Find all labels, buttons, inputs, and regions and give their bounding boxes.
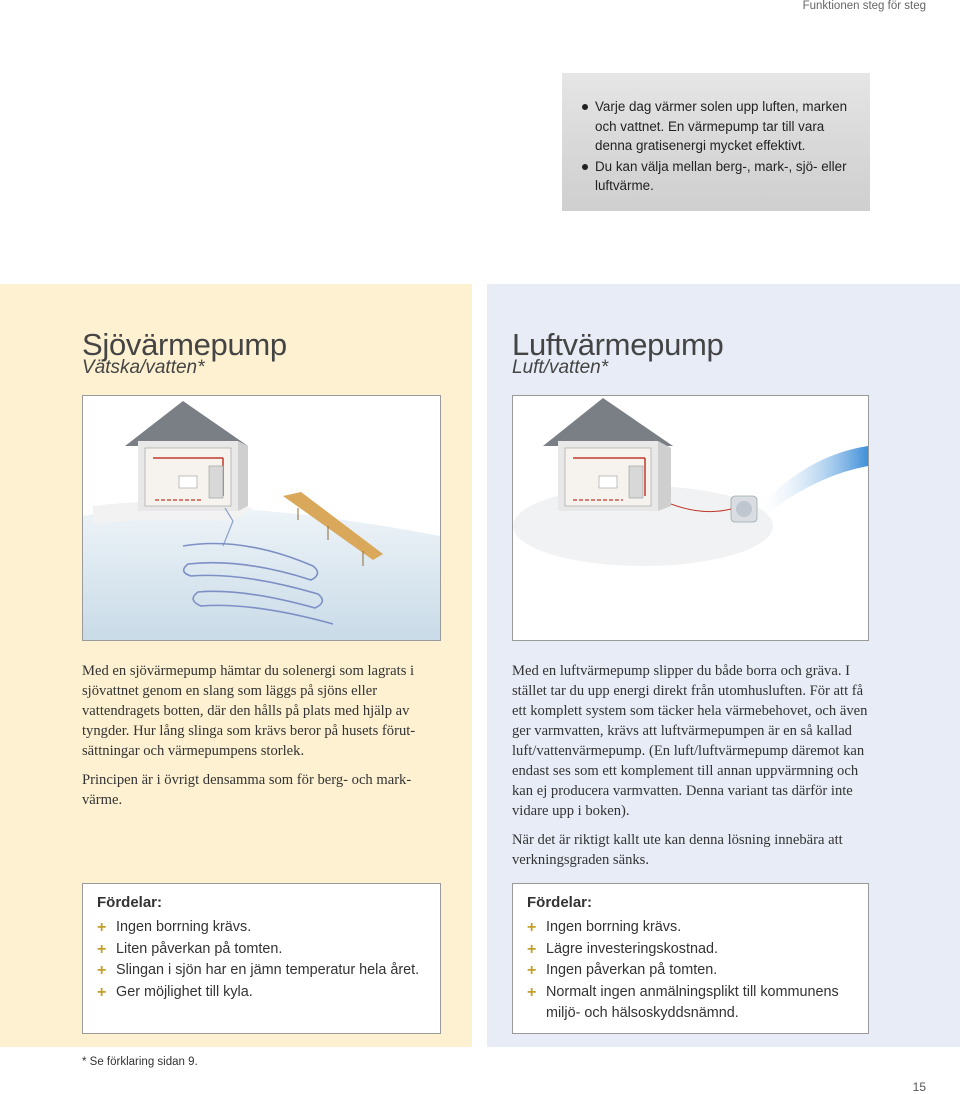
panel-subtitle: Vätska/vatten* bbox=[82, 357, 205, 378]
advantages-list bbox=[527, 917, 868, 1025]
intro-bullet: Varje dag värmer solen upp luften, marken och vattnet. En värmepump tar till vara denna gratisenergi mycket effektivt. bbox=[582, 97, 854, 156]
plus-icon: + bbox=[527, 962, 537, 980]
advantage-item bbox=[527, 917, 868, 939]
paragraph: Principen är i övrigt densamma som för berg- och mark-värme. bbox=[82, 772, 412, 808]
body-text bbox=[82, 661, 442, 819]
intro-bullet: Du kan välja mellan berg-, mark-, sjö- eller luftvärme. bbox=[582, 157, 854, 196]
panel-title: Luftvärmepump bbox=[512, 326, 724, 362]
lake-heatpump-panel bbox=[0, 284, 472, 1047]
advantage-text: Ingen påverkan på tomten. bbox=[546, 962, 718, 979]
advantage-item bbox=[97, 982, 440, 1004]
advantages-heading: Fördelar: bbox=[97, 894, 163, 911]
plus-icon: + bbox=[527, 940, 537, 958]
advantage-item bbox=[527, 960, 868, 982]
advantages-heading: Fördelar: bbox=[527, 894, 593, 911]
advantage-text: Ger möjlighet till kyla. bbox=[116, 983, 253, 1000]
plus-icon: + bbox=[97, 940, 107, 958]
advantage-item bbox=[97, 939, 440, 961]
body-text bbox=[512, 661, 874, 879]
advantage-item bbox=[527, 939, 868, 961]
page-number: 15 bbox=[912, 1080, 926, 1094]
advantages-box bbox=[512, 883, 869, 1034]
air-heatpump-panel bbox=[487, 284, 960, 1047]
advantage-text: Normalt ingen anmälningsplikt till kommunens miljö- och hälsoskyddsnämnd. bbox=[546, 983, 839, 1022]
advantage-text: Ingen borrning krävs. bbox=[116, 919, 252, 935]
plus-icon: + bbox=[527, 919, 537, 936]
plus-icon: + bbox=[527, 983, 537, 1001]
advantages-list bbox=[97, 917, 440, 1003]
advantages-box bbox=[82, 883, 441, 1034]
panel-subtitle: Luft/vatten* bbox=[512, 357, 609, 378]
paragraph: Med en luftvärmepump slipper du både borra och gräva. I stället tar du upp energi direkt från utomhusluften. För att få ett komplett system som täcker hela värmebehovet, och även ger varmvatten, krävs att luftvärmepumpen är en så kallad luft/vattenvärmepump. (En luft/luftvärmepump däremot kan endast ses som ett komplement till annan uppvärmning och kan ej producera varmvatten. Denna variant tas därför inte vidare upp i boken). bbox=[512, 663, 868, 819]
footnote: * Se förklaring sidan 9. bbox=[82, 1056, 198, 1068]
paragraph: När det är riktigt kallt ute kan denna lösning innebära att verkningsgraden sänks. bbox=[512, 832, 843, 868]
plus-icon: + bbox=[97, 983, 107, 1001]
lake-heatpump-illustration bbox=[82, 395, 441, 641]
paragraph: Med en sjövärmepump hämtar du solenergi som lagrats i sjövattnet genom en slang som läggs på sjöns eller vattendragets botten, där den hålls på plats med hjälp av tyngder. Hur lång slinga som krävs beror på husets förut-sättningar och värmepumpens storlek. bbox=[82, 663, 416, 759]
advantage-text: Ingen borrning krävs. bbox=[546, 919, 682, 935]
advantage-text: Liten påverkan på tomten. bbox=[116, 940, 283, 957]
air-heatpump-illustration bbox=[512, 395, 869, 641]
plus-icon: + bbox=[97, 962, 107, 980]
plus-icon: + bbox=[97, 919, 107, 936]
intro-list bbox=[582, 97, 854, 196]
intro-box bbox=[562, 73, 870, 211]
panel-title: Sjövärmepump bbox=[82, 326, 287, 362]
advantage-item bbox=[97, 960, 440, 982]
advantage-item bbox=[97, 917, 440, 939]
advantage-text: Lägre investeringskostnad. bbox=[546, 940, 718, 957]
advantage-text: Slingan i sjön har en jämn temperatur hela året. bbox=[116, 962, 420, 979]
running-header: Funktionen steg för steg bbox=[802, 0, 926, 12]
advantage-item bbox=[527, 982, 868, 1025]
